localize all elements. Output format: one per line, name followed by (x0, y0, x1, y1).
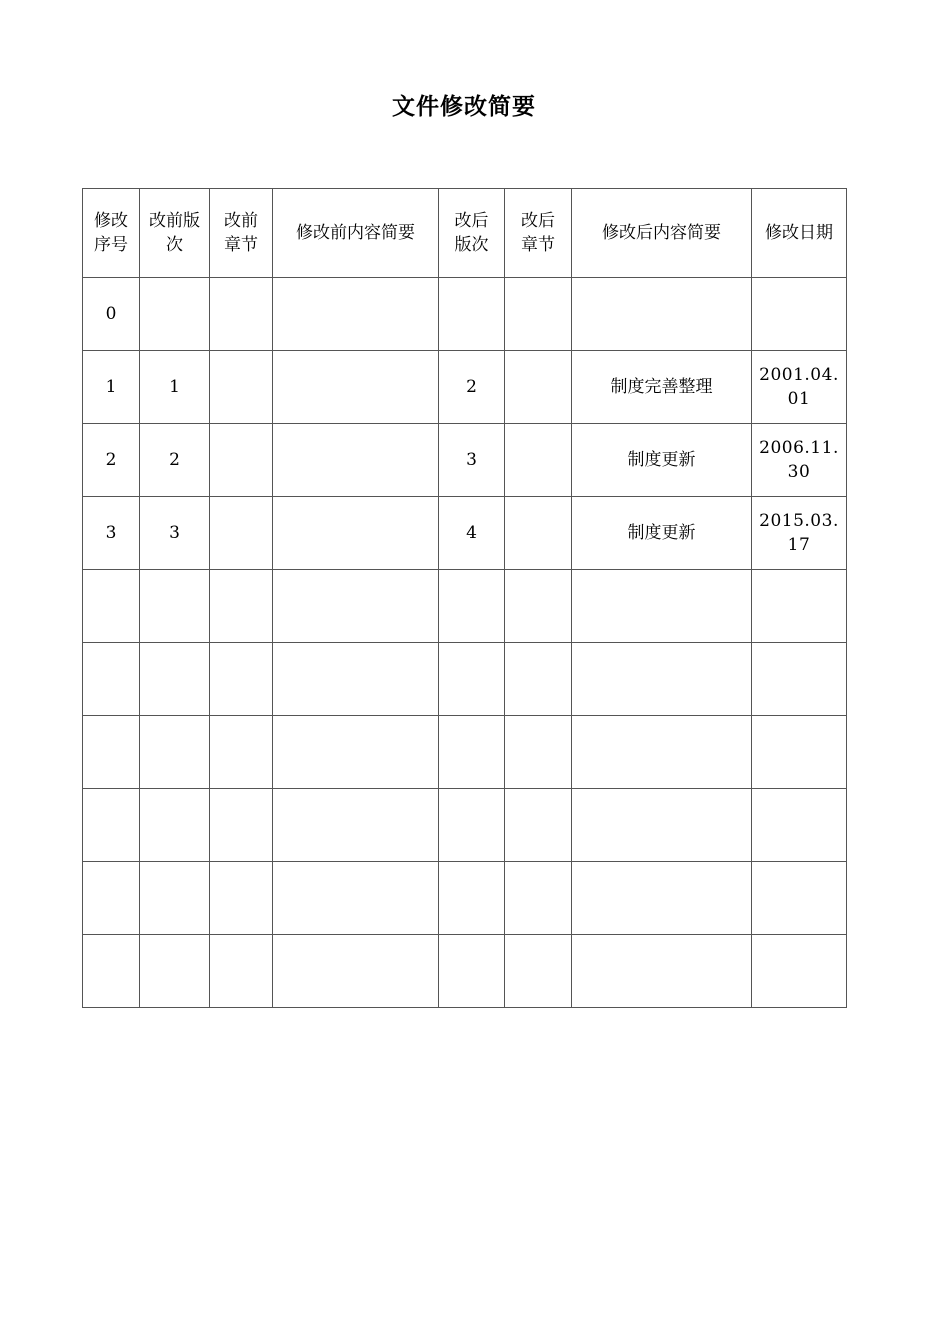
cell-seq: 1 (83, 351, 140, 424)
cell-after-version: 4 (439, 497, 505, 570)
cell-before-chapter (210, 716, 273, 789)
cell-after-chapter (505, 935, 572, 1008)
header-seq: 修改 序号 (83, 189, 140, 278)
cell-after-summary (572, 278, 752, 351)
cell-before-version (140, 278, 210, 351)
cell-seq (83, 862, 140, 935)
cell-before-version (140, 789, 210, 862)
header-row (83, 189, 847, 278)
cell-after-version (439, 862, 505, 935)
cell-after-summary (572, 789, 752, 862)
cell-before-chapter (210, 643, 273, 716)
cell-date (752, 789, 847, 862)
table-row (83, 935, 847, 1008)
table-row (83, 497, 847, 570)
cell-before-chapter (210, 789, 273, 862)
cell-after-chapter (505, 497, 572, 570)
cell-date (752, 862, 847, 935)
cell-date (752, 643, 847, 716)
cell-before-chapter (210, 351, 273, 424)
cell-after-version (439, 643, 505, 716)
cell-before-version (140, 643, 210, 716)
cell-after-chapter (505, 351, 572, 424)
cell-before-summary (273, 278, 439, 351)
cell-before-chapter (210, 497, 273, 570)
cell-after-summary (572, 716, 752, 789)
cell-after-summary: 制度完善整理 (572, 351, 752, 424)
cell-after-summary: 制度更新 (572, 424, 752, 497)
header-after-summary: 修改后内容简要 (572, 189, 752, 278)
cell-before-chapter (210, 278, 273, 351)
cell-after-version: 2 (439, 351, 505, 424)
cell-before-summary (273, 643, 439, 716)
table-row (83, 278, 847, 351)
table-row (83, 789, 847, 862)
cell-after-chapter (505, 278, 572, 351)
header-after-chapter: 改后 章节 (505, 189, 572, 278)
cell-seq: 0 (83, 278, 140, 351)
cell-before-version: 1 (140, 351, 210, 424)
cell-after-chapter (505, 570, 572, 643)
cell-after-summary (572, 570, 752, 643)
cell-after-summary (572, 643, 752, 716)
header-before-chapter: 改前 章节 (210, 189, 273, 278)
table-row (83, 424, 847, 497)
header-after-version: 改后 版次 (439, 189, 505, 278)
cell-before-summary (273, 935, 439, 1008)
cell-before-chapter (210, 935, 273, 1008)
cell-after-chapter (505, 789, 572, 862)
cell-after-summary: 制度更新 (572, 497, 752, 570)
cell-after-chapter (505, 643, 572, 716)
cell-date: 2015.03. 17 (752, 497, 847, 570)
header-before-summary: 修改前内容简要 (273, 189, 439, 278)
cell-date: 2001.04. 01 (752, 351, 847, 424)
table-row (83, 570, 847, 643)
cell-seq (83, 935, 140, 1008)
header-date: 修改日期 (752, 189, 847, 278)
cell-after-version (439, 570, 505, 643)
cell-before-summary (273, 570, 439, 643)
cell-date (752, 935, 847, 1008)
cell-before-version (140, 716, 210, 789)
cell-after-version (439, 716, 505, 789)
cell-before-version (140, 862, 210, 935)
cell-after-chapter (505, 862, 572, 935)
cell-after-version (439, 789, 505, 862)
cell-seq: 3 (83, 497, 140, 570)
cell-before-version: 3 (140, 497, 210, 570)
cell-after-chapter (505, 424, 572, 497)
cell-before-summary (273, 424, 439, 497)
cell-seq (83, 716, 140, 789)
cell-before-chapter (210, 424, 273, 497)
cell-before-summary (273, 716, 439, 789)
cell-before-summary (273, 497, 439, 570)
cell-seq (83, 789, 140, 862)
cell-before-summary (273, 351, 439, 424)
cell-date (752, 716, 847, 789)
table-row (83, 643, 847, 716)
cell-date (752, 278, 847, 351)
header-before-version: 改前版 次 (140, 189, 210, 278)
cell-date: 2006.11. 30 (752, 424, 847, 497)
cell-before-summary (273, 862, 439, 935)
cell-after-summary (572, 862, 752, 935)
cell-before-version: 2 (140, 424, 210, 497)
revision-table (82, 188, 847, 1008)
cell-before-chapter (210, 862, 273, 935)
cell-before-version (140, 570, 210, 643)
document-title: 文件修改简要 (392, 94, 536, 120)
cell-date (752, 570, 847, 643)
cell-after-version: 3 (439, 424, 505, 497)
cell-after-chapter (505, 716, 572, 789)
table-row (83, 862, 847, 935)
cell-after-version (439, 935, 505, 1008)
cell-before-chapter (210, 570, 273, 643)
cell-before-summary (273, 789, 439, 862)
cell-after-version (439, 278, 505, 351)
cell-after-summary (572, 935, 752, 1008)
cell-before-version (140, 935, 210, 1008)
table-row (83, 351, 847, 424)
cell-seq (83, 570, 140, 643)
table-row (83, 716, 847, 789)
cell-seq: 2 (83, 424, 140, 497)
cell-seq (83, 643, 140, 716)
